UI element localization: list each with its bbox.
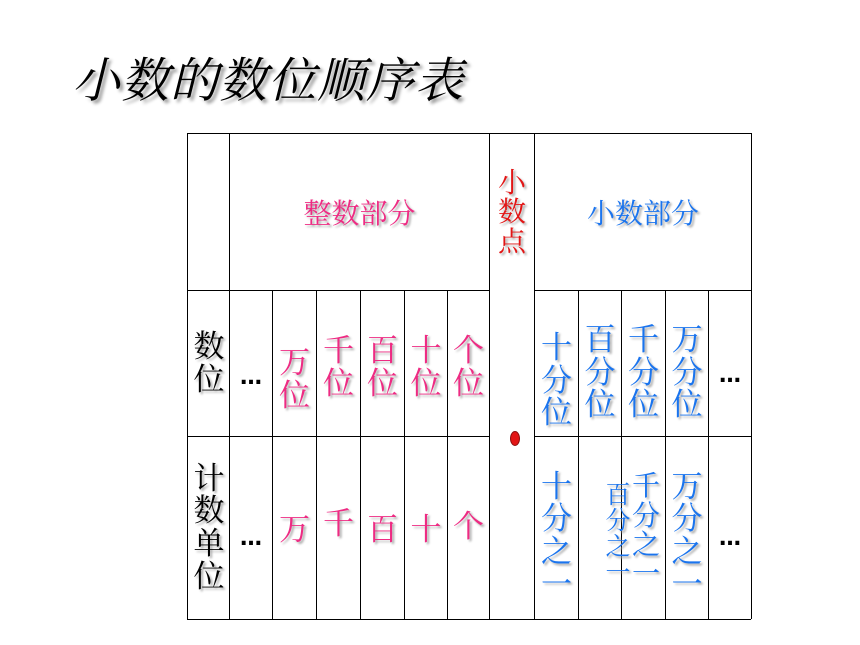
unit-cell	[361, 506, 404, 546]
integer-part-header: 整数部分	[303, 197, 416, 230]
place-label: 十 分 位	[541, 330, 572, 432]
ellipsis: …	[240, 525, 262, 551]
decimal-point-header: 小 数 点	[497, 165, 526, 258]
unit-row-label: 计 数 单 位	[193, 460, 225, 595]
unit-label: 万	[279, 511, 310, 548]
unit-cell	[273, 506, 316, 546]
unit-label: 个	[453, 508, 484, 545]
place-label: 万 位	[279, 345, 310, 414]
ellipsis-cell	[709, 523, 751, 553]
integer-part-header-cell	[230, 134, 489, 290]
ellipsis: …	[240, 364, 262, 390]
unit-cell	[317, 500, 360, 540]
col-divider	[708, 290, 709, 619]
place-label: 千 位	[323, 333, 354, 402]
unit-cell	[448, 503, 489, 543]
decimal-point-dot	[510, 431, 520, 446]
ellipsis-cell	[230, 523, 272, 553]
decimal-part-header: 小数部分	[586, 197, 699, 230]
ellipsis: …	[719, 362, 741, 388]
decimal-point-header-cell	[490, 134, 534, 290]
unit-label: 百	[367, 511, 398, 548]
decimal-part-header-cell	[535, 134, 751, 290]
place-cell	[317, 318, 360, 418]
place-cell	[535, 326, 578, 436]
place-label: 百 分 位	[584, 322, 616, 424]
place-row-label-cell	[188, 291, 230, 436]
unit-cell	[666, 466, 708, 606]
unit-label: 十 分 之 一	[541, 468, 572, 603]
row-divider-2-right	[534, 436, 751, 437]
unit-row-label-cell	[188, 437, 230, 619]
row-divider-1-left	[187, 290, 489, 291]
unit-label: 百 分 之 一	[605, 479, 631, 588]
table-border-right	[751, 133, 752, 619]
place-label: 千 分 位	[628, 322, 659, 424]
unit-cell	[535, 466, 578, 606]
unit-label: 千 分 之 一	[631, 469, 660, 591]
place-cell	[448, 318, 489, 418]
ellipsis-cell	[709, 360, 751, 390]
place-cell	[666, 318, 708, 428]
unit-label: 千	[323, 505, 354, 542]
unit-label: 万 分 之 一	[671, 468, 703, 603]
unit-label: 十	[410, 511, 442, 548]
place-row-label: 数 位	[193, 328, 225, 398]
ellipsis-cell	[230, 362, 272, 392]
place-label: 万 分 位	[671, 322, 703, 424]
place-cell	[405, 318, 447, 418]
table-border-bottom	[187, 619, 751, 620]
place-label: 十 位	[410, 333, 442, 402]
place-label: 个 位	[453, 333, 484, 402]
row-divider-2-left	[187, 436, 489, 437]
unit-cell	[405, 506, 447, 546]
page-title: 小数的数位顺序表	[72, 53, 465, 109]
row-divider-1-right	[534, 290, 751, 291]
place-label: 百 位	[367, 333, 398, 402]
ellipsis: …	[719, 525, 741, 551]
place-cell	[361, 318, 404, 418]
unit-cell	[626, 468, 666, 592]
place-cell	[622, 318, 665, 428]
place-cell	[273, 330, 316, 430]
place-cell	[579, 318, 621, 428]
